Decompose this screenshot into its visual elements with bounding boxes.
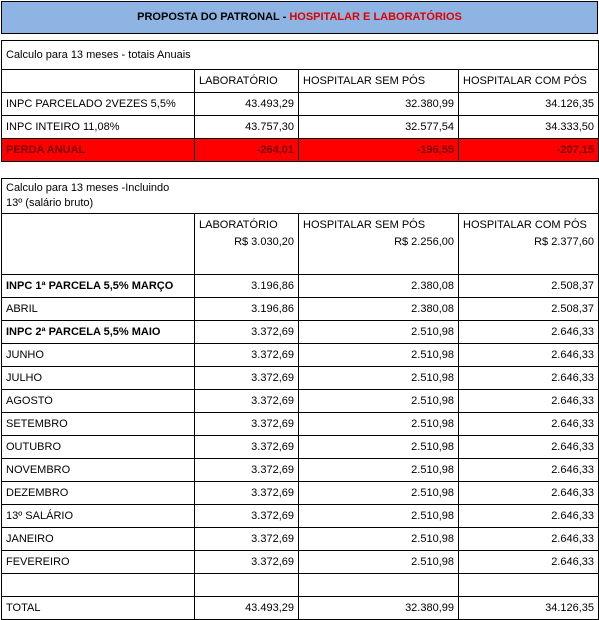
cell-value: 2.646,33 <box>459 505 599 528</box>
cell-value: 3.196,86 <box>195 298 299 321</box>
cell-value: 34.126,35 <box>459 93 599 116</box>
empty-row <box>2 574 599 597</box>
cell-value: -207,15 <box>459 139 599 162</box>
cell-value: 3.372,69 <box>195 505 299 528</box>
cell-value: 2.510,98 <box>299 367 459 390</box>
table-row <box>2 413 599 436</box>
cell-value: 2.646,33 <box>459 482 599 505</box>
header-hosp-sem-pos <box>299 214 459 275</box>
cell-value: 2.646,33 <box>459 551 599 574</box>
cell-value: -264,01 <box>195 139 299 162</box>
cell-value: 43.493,29 <box>195 93 299 116</box>
table-row <box>2 459 599 482</box>
table-row <box>2 275 599 298</box>
cell-value: 2.508,37 <box>459 275 599 298</box>
table-row <box>2 528 599 551</box>
table-row <box>2 505 599 528</box>
row-label: PERDA ANUAL <box>2 139 195 162</box>
row-label: ABRIL <box>2 298 195 321</box>
table-row <box>2 93 599 116</box>
table-row <box>2 367 599 390</box>
row-label: SETEMBRO <box>2 413 195 436</box>
cell-value: 3.372,69 <box>195 528 299 551</box>
table-row <box>2 298 599 321</box>
header-laboratorio: LABORATÓRIO <box>195 70 299 93</box>
row-label: OUTUBRO <box>2 436 195 459</box>
cell-value: 2.380,08 <box>299 275 459 298</box>
row-label: JANEIRO <box>2 528 195 551</box>
table-row <box>2 482 599 505</box>
cell-value: 3.372,69 <box>195 321 299 344</box>
table-row <box>2 116 599 139</box>
table-row <box>2 321 599 344</box>
title-text: PROPOSTA DO PATRONAL - <box>137 11 290 23</box>
cell-value: 3.372,69 <box>195 459 299 482</box>
table2-caption-line2: 13º (salário bruto) <box>6 197 94 209</box>
page-title <box>1 1 598 34</box>
row-label: DEZEMBRO <box>2 482 195 505</box>
table-row <box>2 436 599 459</box>
cell-value: 34.126,35 <box>459 597 599 620</box>
cell-value: 2.646,33 <box>459 528 599 551</box>
cell-value: 2.646,33 <box>459 367 599 390</box>
cell-value: 2.510,98 <box>299 390 459 413</box>
row-label: AGOSTO <box>2 390 195 413</box>
table-row <box>2 551 599 574</box>
table2-header-row <box>2 214 599 275</box>
cell-value: 2.646,33 <box>459 390 599 413</box>
base-salary: R$ 2.377,60 <box>534 236 595 248</box>
row-label: FEVEREIRO <box>2 551 195 574</box>
cell-value: 2.508,37 <box>459 298 599 321</box>
row-label: INPC INTEIRO 11,08% <box>2 116 195 139</box>
row-label: NOVEMBRO <box>2 459 195 482</box>
row-label: JUNHO <box>2 344 195 367</box>
cell-value: 2.646,33 <box>459 344 599 367</box>
cell-value: 43.757,30 <box>195 116 299 139</box>
cell-value: 2.510,98 <box>299 505 459 528</box>
cell-value: 2.510,98 <box>299 321 459 344</box>
table-row <box>2 390 599 413</box>
header-hosp-com-pos <box>459 214 599 275</box>
cell-value: 32.577,54 <box>299 116 459 139</box>
cell-value: 3.372,69 <box>195 551 299 574</box>
cell-value: 2.510,98 <box>299 436 459 459</box>
header-label: LABORATÓRIO <box>199 219 278 231</box>
table1-header-row <box>2 70 599 93</box>
table1-caption: Calculo para 13 meses - totais Anuais <box>2 41 599 70</box>
cell-value: 3.196,86 <box>195 275 299 298</box>
cell-value: -196,55 <box>299 139 459 162</box>
row-label: INPC 1ª PARCELA 5,5% MARÇO <box>2 275 195 298</box>
cell-value: 2.646,33 <box>459 459 599 482</box>
row-label: JULHO <box>2 367 195 390</box>
annual-loss-row <box>2 139 599 162</box>
cell-value: 2.380,08 <box>299 298 459 321</box>
title-highlight: HOSPITALAR E LABORATÓRIOS <box>289 11 462 23</box>
table-row <box>2 344 599 367</box>
base-salary: R$ 2.256,00 <box>394 236 454 248</box>
cell-value: 2.510,98 <box>299 482 459 505</box>
cell-value: 2.510,98 <box>299 459 459 482</box>
cell-value: 3.372,69 <box>195 413 299 436</box>
table2-caption-line1: Calculo para 13 meses -Incluindo <box>6 182 170 194</box>
header-empty <box>2 214 195 275</box>
cell-value: 2.510,98 <box>299 551 459 574</box>
cell-value: 3.372,69 <box>195 344 299 367</box>
cell-value: 34.333,50 <box>459 116 599 139</box>
header-empty <box>2 70 195 93</box>
header-label: HOSPITALAR COM PÓS <box>463 219 587 231</box>
table2-caption <box>2 179 599 214</box>
cell-value: 3.372,69 <box>195 390 299 413</box>
cell-value: 2.510,98 <box>299 528 459 551</box>
row-label: INPC PARCELADO 2VEZES 5,5% <box>2 93 195 116</box>
header-hosp-com-pos: HOSPITALAR COM PÓS <box>459 70 599 93</box>
cell-value: 2.646,33 <box>459 436 599 459</box>
base-salary: R$ 3.030,20 <box>234 236 294 248</box>
annual-totals-table <box>1 40 599 162</box>
row-label: INPC 2ª PARCELA 5,5% MAIO <box>2 321 195 344</box>
cell-value: 2.646,33 <box>459 413 599 436</box>
cell-value: 2.510,98 <box>299 344 459 367</box>
row-label: TOTAL <box>2 597 195 620</box>
cell-value: 43.493,29 <box>195 597 299 620</box>
total-row <box>2 597 599 620</box>
monthly-table <box>1 178 599 620</box>
header-hosp-sem-pos: HOSPITALAR SEM PÓS <box>299 70 459 93</box>
cell-value: 2.646,33 <box>459 321 599 344</box>
cell-value: 32.380,99 <box>299 93 459 116</box>
header-laboratorio <box>195 214 299 275</box>
cell-value: 2.510,98 <box>299 413 459 436</box>
row-label: 13º SALÁRIO <box>2 505 195 528</box>
header-label: HOSPITALAR SEM PÓS <box>303 219 426 231</box>
cell-value: 3.372,69 <box>195 367 299 390</box>
cell-value: 3.372,69 <box>195 436 299 459</box>
cell-value: 32.380,99 <box>299 597 459 620</box>
cell-value: 3.372,69 <box>195 482 299 505</box>
